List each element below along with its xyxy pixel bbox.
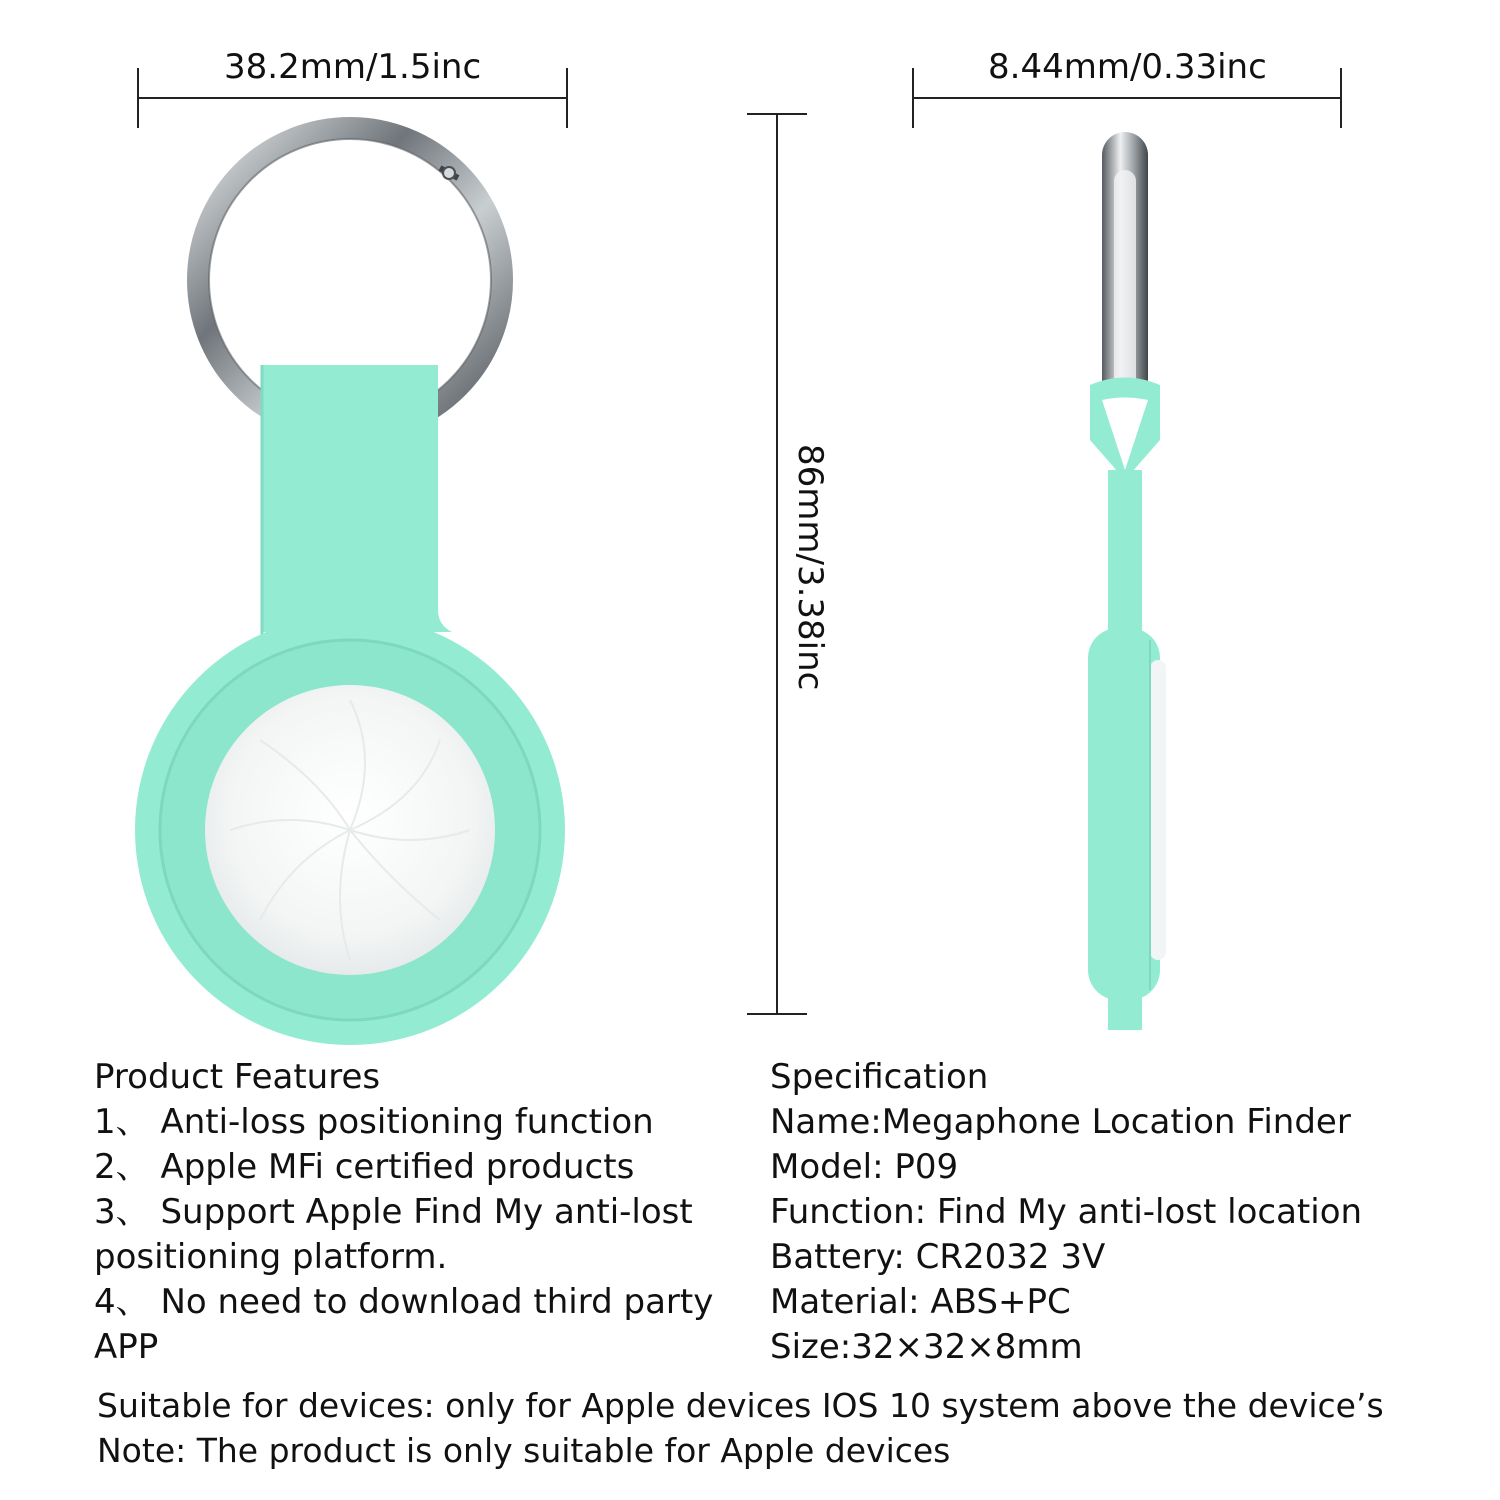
spec-line: Model: P09 (770, 1147, 959, 1187)
spec-line: Size:32×32×8mm (770, 1327, 1083, 1367)
apple-note: Note: The product is only suitable for Apple devices (97, 1431, 951, 1470)
side-view-keychain (1088, 132, 1166, 1030)
specification (770, 1055, 1362, 1370)
product-features (94, 1055, 713, 1370)
features-title: Product Features (94, 1057, 381, 1097)
notes (97, 1383, 1384, 1473)
feature-line: 3、 Support Apple Find My anti-lost (94, 1192, 693, 1232)
width-dimension-label: 38.2mm/1.5inc (224, 47, 482, 87)
spec-line: Function: Find My anti-lost location (770, 1192, 1363, 1232)
silicone-strap (262, 365, 452, 632)
front-view-keychain (135, 128, 565, 1045)
feature-line: positioning platform. (94, 1237, 448, 1277)
height-dimension-label: 86mm/3.38inc (790, 444, 830, 691)
feature-line: 1、 Anti-loss positioning function (94, 1102, 654, 1142)
spec-line: Name:Megaphone Location Finder (770, 1102, 1351, 1142)
depth-dimension-label: 8.44mm/0.33inc (988, 47, 1267, 87)
suitable-note: Suitable for devices: only for Apple devices IOS 10 system above the device’s (97, 1386, 1384, 1425)
spec-title: Specification (770, 1057, 989, 1097)
feature-line: 4、 No need to download third party (94, 1282, 714, 1322)
feature-line: APP (94, 1327, 159, 1367)
spec-line: Material: ABS+PC (770, 1282, 1071, 1322)
feature-line: 2、 Apple MFi certified products (94, 1147, 635, 1187)
spec-line: Battery: CR2032 3V (770, 1237, 1106, 1277)
